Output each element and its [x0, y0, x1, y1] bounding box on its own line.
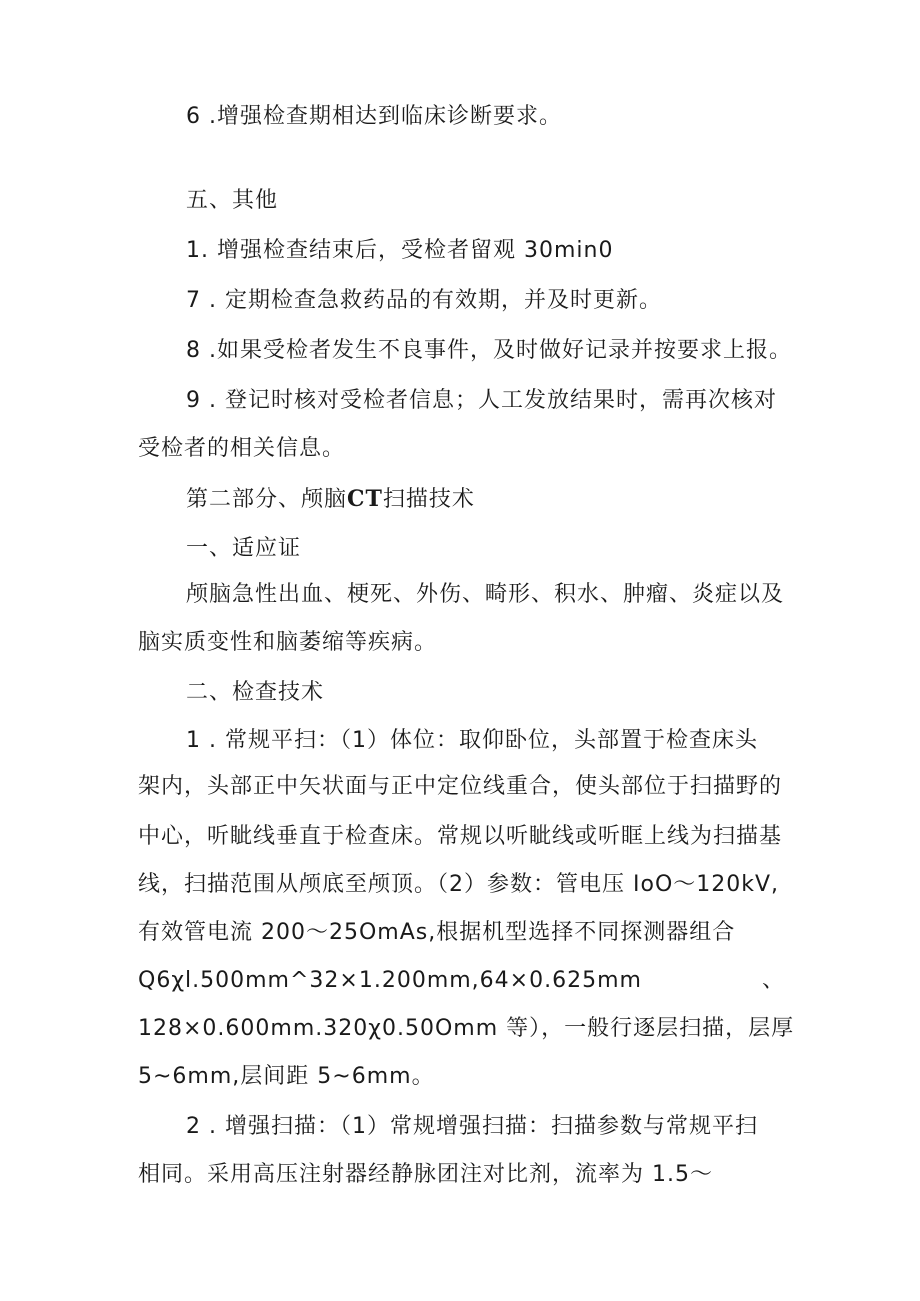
list-item-1: 1. 增强检查结束后，受检者留观 30min0: [186, 238, 614, 263]
comma-mark: 、: [762, 968, 785, 993]
routine-scan-text-2: 架内，头部正中矢状面与正中定位线重合，使头部位于扫描野的: [138, 774, 783, 799]
indications-text-cont: 脑实质变性和脑萎缩等疾病。: [138, 630, 438, 655]
section-heading-indications: 一、适应证: [186, 536, 302, 561]
section-heading-other: 五、其他: [186, 188, 279, 213]
list-item-9: 9 . 登记时核对受检者信息；人工发放结果时，需再次核对: [186, 388, 777, 413]
routine-scan-text-5: 有效管电流 200～25OmAs,根据机型选择不同探测器组合: [138, 920, 736, 945]
indications-text: 颅脑急性出血、梗死、外伤、畸形、积水、肿瘤、炎症以及: [186, 582, 785, 607]
routine-scan-text: 1 . 常规平扫：（1）体位：取仰卧位，头部置于检查床头: [186, 728, 758, 753]
list-item-6: 6 .增强检查期相达到临床诊断要求。: [186, 104, 562, 129]
routine-scan-text-8: 5~6mm,层间距 5~6mm。: [138, 1064, 435, 1089]
list-item-7: 7 . 定期检查急救药品的有效期，并及时更新。: [186, 288, 662, 313]
list-item-9-cont: 受检者的相关信息。: [138, 436, 346, 461]
enhanced-scan-text: 2 . 增强扫描：（1）常规增强扫描：扫描参数与常规平扫: [186, 1114, 758, 1139]
part-title-ct: CT: [347, 486, 383, 512]
part-title: [186, 484, 475, 515]
list-item-8: 8 .如果受检者发生不良事件，及时做好记录并按要求上报。: [186, 338, 792, 363]
part-title-prefix: 第二部分、颅脑: [186, 487, 348, 512]
part-title-suffix: 扫描技术: [382, 487, 475, 512]
routine-scan-text-6: Q6χl.500mm^32×1.200mm,64×0.625mm: [138, 968, 642, 993]
enhanced-scan-text-2: 相同。采用高压注射器经静脉团注对比剂，流率为 1.5～: [138, 1162, 713, 1187]
routine-scan-text-7: 128×0.600mm.320χ0.50Omm 等），一般行逐层扫描，层厚: [138, 1016, 795, 1041]
routine-scan-text-3: 中心，听眦线垂直于检查床。常规以听眦线或听眶上线为扫描基: [138, 824, 783, 849]
routine-scan-text-4: 线，扫描范围从颅底至颅顶。（2）参数：管电压 IoO～120kV,: [138, 872, 780, 897]
section-heading-technique: 二、检查技术: [186, 680, 325, 705]
